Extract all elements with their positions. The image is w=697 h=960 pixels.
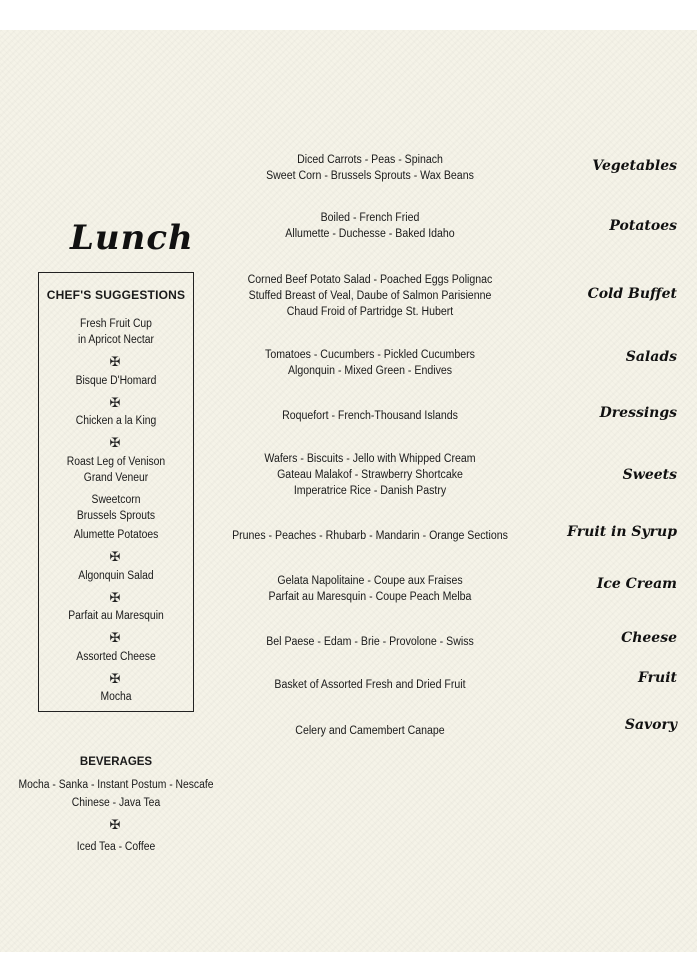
chef-suggestions-heading: CHEF'S SUGGESTIONS — [46, 288, 186, 302]
category-savory: Savory — [624, 717, 677, 733]
menu-line: Roquefort - French-Thousand Islands — [282, 410, 458, 422]
menu-line: Sweet Corn - Brussels Sprouts - Wax Beans — [266, 170, 474, 182]
chef-item: Assorted Cheese — [76, 651, 156, 663]
chef-item: Fresh Fruit Cup — [80, 318, 152, 330]
menu-line: Algonquin - Mixed Green - Endives — [287, 365, 453, 377]
chef-item: Mocha — [100, 691, 132, 703]
chef-item: Roast Leg of Venison — [66, 456, 166, 468]
chef-item: Grand Veneur — [83, 472, 149, 484]
chef-item: Brussels Sprouts — [76, 510, 156, 522]
category-potatoes: Potatoes — [609, 218, 677, 234]
maltese-cross-icon: ✠ — [109, 549, 121, 564]
menu-line: Gateau Malakof - Strawberry Shortcake — [277, 469, 463, 481]
menu-line: Gelata Napolitaine - Coupe aux Fraises — [277, 575, 463, 587]
chef-item: Algonquin Salad — [78, 570, 154, 582]
menu-line: Tomatoes - Cucumbers - Pickled Cucumbers — [265, 349, 475, 361]
maltese-cross-icon: ✠ — [109, 590, 121, 605]
menu-line: Basket of Assorted Fresh and Dried Fruit — [274, 679, 466, 691]
category-fruit-in-syrup: Fruit in Syrup — [567, 524, 677, 540]
chef-item: Parfait au Maresquin — [68, 610, 164, 622]
page-title: Lunch — [70, 218, 194, 258]
beverages-line: Chinese - Java Tea — [71, 797, 161, 809]
category-ice-cream: Ice Cream — [596, 576, 677, 592]
beverages-line: Iced Tea - Coffee — [76, 841, 156, 853]
menu-line: Chaud Froid of Partridge St. Hubert — [286, 306, 454, 318]
menu-line: Wafers - Biscuits - Jello with Whipped Cream — [264, 453, 476, 465]
maltese-cross-icon: ✠ — [109, 630, 121, 645]
maltese-cross-icon: ✠ — [109, 435, 121, 450]
category-cheese: Cheese — [621, 630, 677, 646]
maltese-cross-icon: ✠ — [109, 671, 121, 686]
menu-line: Diced Carrots - Peas - Spinach — [297, 154, 443, 166]
menu-line: Celery and Camembert Canape — [295, 725, 445, 737]
menu-line: Boiled - French Fried — [320, 212, 420, 224]
maltese-cross-icon: ✠ — [109, 817, 121, 832]
category-salads: Salads — [625, 349, 677, 365]
category-fruit: Fruit — [637, 670, 677, 686]
menu-line: Stuffed Breast of Veal, Daube of Salmon Parisienne — [248, 290, 492, 302]
category-dressings: Dressings — [599, 405, 677, 421]
menu-line: Imperatrice Rice - Danish Pastry — [293, 485, 447, 497]
maltese-cross-icon: ✠ — [109, 395, 121, 410]
menu-line: Bel Paese - Edam - Brie - Provolone - Swiss — [266, 636, 474, 648]
menu-line: Allumette - Duchesse - Baked Idaho — [285, 228, 455, 240]
category-cold-buffet: Cold Buffet — [587, 286, 677, 302]
menu-line: Parfait au Maresquin - Coupe Peach Melba — [268, 591, 472, 603]
chef-item: Alumette Potatoes — [73, 529, 159, 541]
beverages-heading: BEVERAGES — [79, 756, 153, 768]
chef-item: in Apricot Nectar — [78, 334, 154, 346]
category-vegetables: Vegetables — [592, 158, 677, 174]
menu-line: Prunes - Peaches - Rhubarb - Mandarin - Orange Sections — [232, 530, 508, 542]
category-sweets: Sweets — [622, 467, 677, 483]
maltese-cross-icon: ✠ — [109, 354, 121, 369]
beverages-line: Mocha - Sanka - Instant Postum - Nescafe — [18, 779, 214, 791]
menu-line: Corned Beef Potato Salad - Poached Eggs Polignac — [247, 274, 493, 286]
chef-item: Bisque D'Homard — [75, 375, 157, 387]
chef-item: Chicken a la King — [75, 415, 157, 427]
chef-item: Sweetcorn — [91, 494, 141, 506]
